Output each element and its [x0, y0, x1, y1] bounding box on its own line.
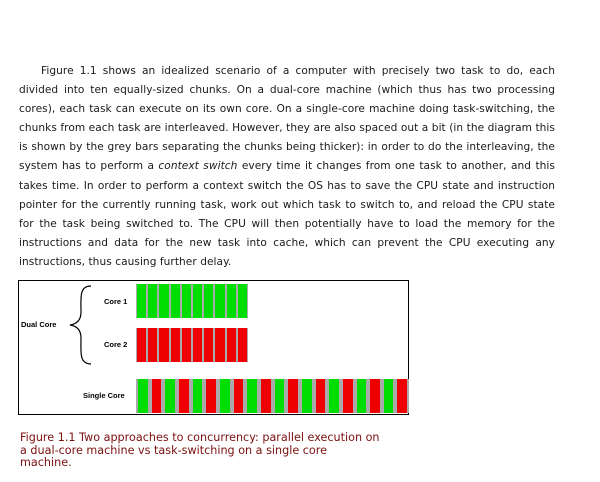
task2-chunk [177, 379, 191, 413]
core1-label: Core 1 [104, 297, 128, 306]
task1-chunk [300, 379, 314, 413]
core2-task-bar [136, 328, 248, 362]
dual-core-label: Dual Core [21, 320, 57, 329]
task1-chunk [273, 379, 287, 413]
task-chunk [181, 328, 192, 362]
task2-chunk [204, 379, 218, 413]
task2-chunk [368, 379, 382, 413]
task1-chunk [136, 379, 150, 413]
task1-chunk [218, 379, 232, 413]
task-chunk [136, 284, 147, 318]
task1-chunk [382, 379, 396, 413]
task-chunk [158, 328, 169, 362]
single-core-label: Single Core [83, 391, 125, 400]
task-chunk [147, 284, 158, 318]
task1-chunk [327, 379, 341, 413]
task-chunk [203, 328, 214, 362]
task-chunk [237, 328, 248, 362]
task2-chunk [395, 379, 409, 413]
core2-label: Core 2 [104, 340, 128, 349]
core1-task-bar [136, 284, 248, 318]
task-chunk [214, 284, 225, 318]
task-chunk [226, 284, 237, 318]
task-chunk [192, 328, 203, 362]
brace-icon [67, 284, 95, 366]
task1-chunk [245, 379, 259, 413]
task-chunk [136, 328, 147, 362]
task2-chunk [286, 379, 300, 413]
paragraph-italic-term: context switch [158, 160, 238, 173]
paragraph-text-part-1: Figure 1.1 shows an idealized scenario of a computer with precisely two task to do, each divided into ten equally-sized chunks. On a dual-core machine (which thus has two processing cores), each task can execute on its own core. On a single-core machine doing task-switching, the chunks from each task are interleaved. However, they are also spaced out a bit (in the diagram this is shown by the grey bars separating the chunks being thicker): in order to do the interleaving, the system has to perform a [19, 65, 555, 173]
task2-chunk [259, 379, 273, 413]
task1-chunk [191, 379, 205, 413]
task-chunk [226, 328, 237, 362]
task-chunk [214, 328, 225, 362]
figure-caption: Figure 1.1 Two approaches to concurrency: parallel execution on a dual-core machine vs task-switching on a single core machine. [20, 431, 380, 469]
task1-chunk [355, 379, 369, 413]
task-chunk [237, 284, 248, 318]
task-chunk [192, 284, 203, 318]
task-chunk [170, 284, 181, 318]
task-chunk [147, 328, 158, 362]
task1-chunk [163, 379, 177, 413]
task-chunk [170, 328, 181, 362]
task2-chunk [341, 379, 355, 413]
task-chunk [158, 284, 169, 318]
single-core-task-bar [136, 379, 409, 413]
task2-chunk [232, 379, 246, 413]
task-chunk [203, 284, 214, 318]
body-paragraph [19, 62, 555, 272]
task-chunk [181, 284, 192, 318]
concurrency-figure [18, 280, 409, 415]
task2-chunk [150, 379, 164, 413]
paragraph-text-part-2: every time it changes from one task to another, and this takes time. In order to perform a context switch the OS has to save the CPU state and instruction pointer for the currently running task, work out which task to switch to, and reload the CPU state for the task being switched to. The CPU will then potentially have to load the memory for the instructions and data for the new task into cache, which can prevent the CPU executing any instructions, thus causing further delay. [19, 160, 555, 268]
task2-chunk [314, 379, 328, 413]
